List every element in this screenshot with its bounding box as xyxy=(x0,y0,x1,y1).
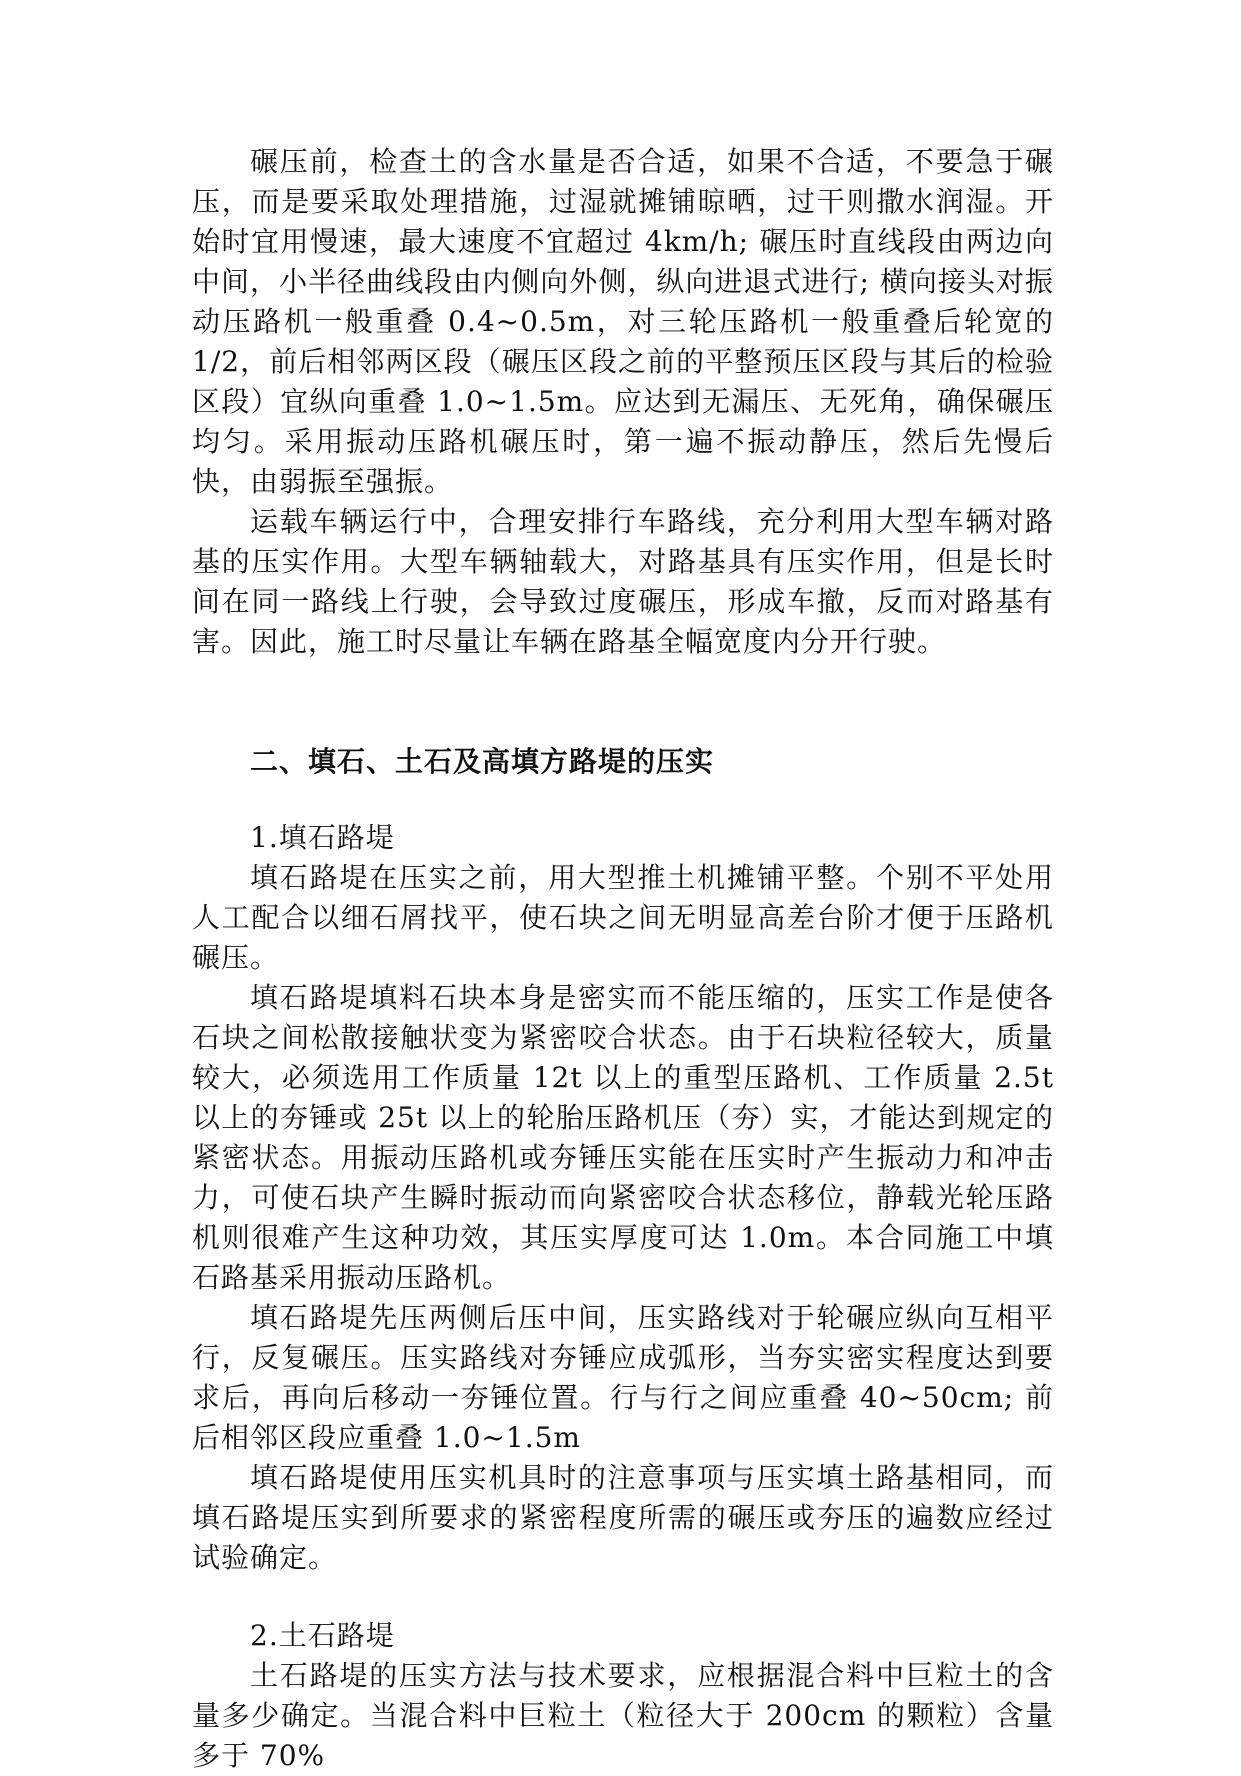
heading-gap xyxy=(192,782,1054,818)
section-heading: 二、填石、土石及高填方路堤的压实 xyxy=(250,745,715,778)
paragraph-rockfill-sequence: 填石路堤先压两侧后压中间，压实路线对于轮碾应纵向互相平行，反复碾压。压实路线对夯锤应成弧形，当夯实密实程度达到要求后，再向后移动一夯锤位置。行与行之间应重叠 40~50cm; 前后相邻区段应重叠 1.0~1.5m xyxy=(192,1301,1054,1454)
section-gap xyxy=(192,662,1054,742)
paragraph-rockfill-leveling: 填石路堤在压实之前，用大型推土机摊铺平整。个别不平处用人工配合以细石屑找平，使石块之间无明显高差台阶才便于压路机碾压。 xyxy=(192,861,1054,974)
document-page xyxy=(192,142,1054,1776)
paragraph-compaction-procedure: 碾压前，检查土的含水量是否合适，如果不合适，不要急于碾压，而是要采取处理措施，过湿就摊铺晾晒，过干则撒水润湿。开始时宜用慢速，最大速度不宜超过 4km/h; 碾压时直线段由两边向中间，小半径曲线段由内侧向外侧，纵向进退式进行; 横向接头对振动压路机一般重叠 0.4~0.5m，对三轮压路机一般重叠后轮宽的 1/2，前后相邻两区段（碾压区段之前的平整预压区段与其后的检验区段）宜纵向重叠 1.0~1.5m。应达到无漏压、无死角，确保碾压均匀。采用振动压路机碾压时，第一遍不振动静压，然后先慢后快，由弱振至强振。 xyxy=(192,145,1054,498)
subsection-gap xyxy=(192,1578,1054,1616)
subsection-title-earth-rock: 2.土石路堤 xyxy=(250,1619,395,1652)
paragraph-rockfill-notes: 填石路堤使用压实机具时的注意事项与压实填土路基相同，而填石路堤压实到所要求的紧密程度所需的碾压或夯压的遍数应经过试验确定。 xyxy=(192,1461,1054,1574)
paragraph-rockfill-equipment: 填石路堤填料石块本身是密实而不能压缩的，压实工作是使各石块之间松散接触状变为紧密咬合状态。由于石块粒径较大，质量较大，必须选用工作质量 12t 以上的重型压路机、工作质量 2.5t 以上的夯锤或 25t 以上的轮胎压路机压（夯）实，才能达到规定的紧密状态。用振动压路机或夯锤压实能在压实时产生振动力和冲击力，可使石块产生瞬时振动而向紧密咬合状态移位，静载光轮压路机则很难产生这种功效，其压实厚度可达 1.0m。本合同施工中填石路基采用振动压路机。 xyxy=(192,981,1054,1294)
subsection-title-rockfill: 1.填石路堤 xyxy=(250,821,395,854)
paragraph-vehicle-routing: 运载车辆运行中，合理安排行车路线，充分利用大型车辆对路基的压实作用。大型车辆轴载大，对路基具有压实作用，但是长时间在同一路线上行驶，会导致过度碾压，形成车撤，反而对路基有害。因此，施工时尽量让车辆在路基全幅宽度内分开行驶。 xyxy=(192,505,1054,658)
paragraph-earth-rock-method: 土石路堤的压实方法与技术要求，应根据混合料中巨粒土的含量多少确定。当混合料中巨粒土（粒径大于 200cm 的颗粒）含量多于 70% xyxy=(192,1659,1054,1772)
